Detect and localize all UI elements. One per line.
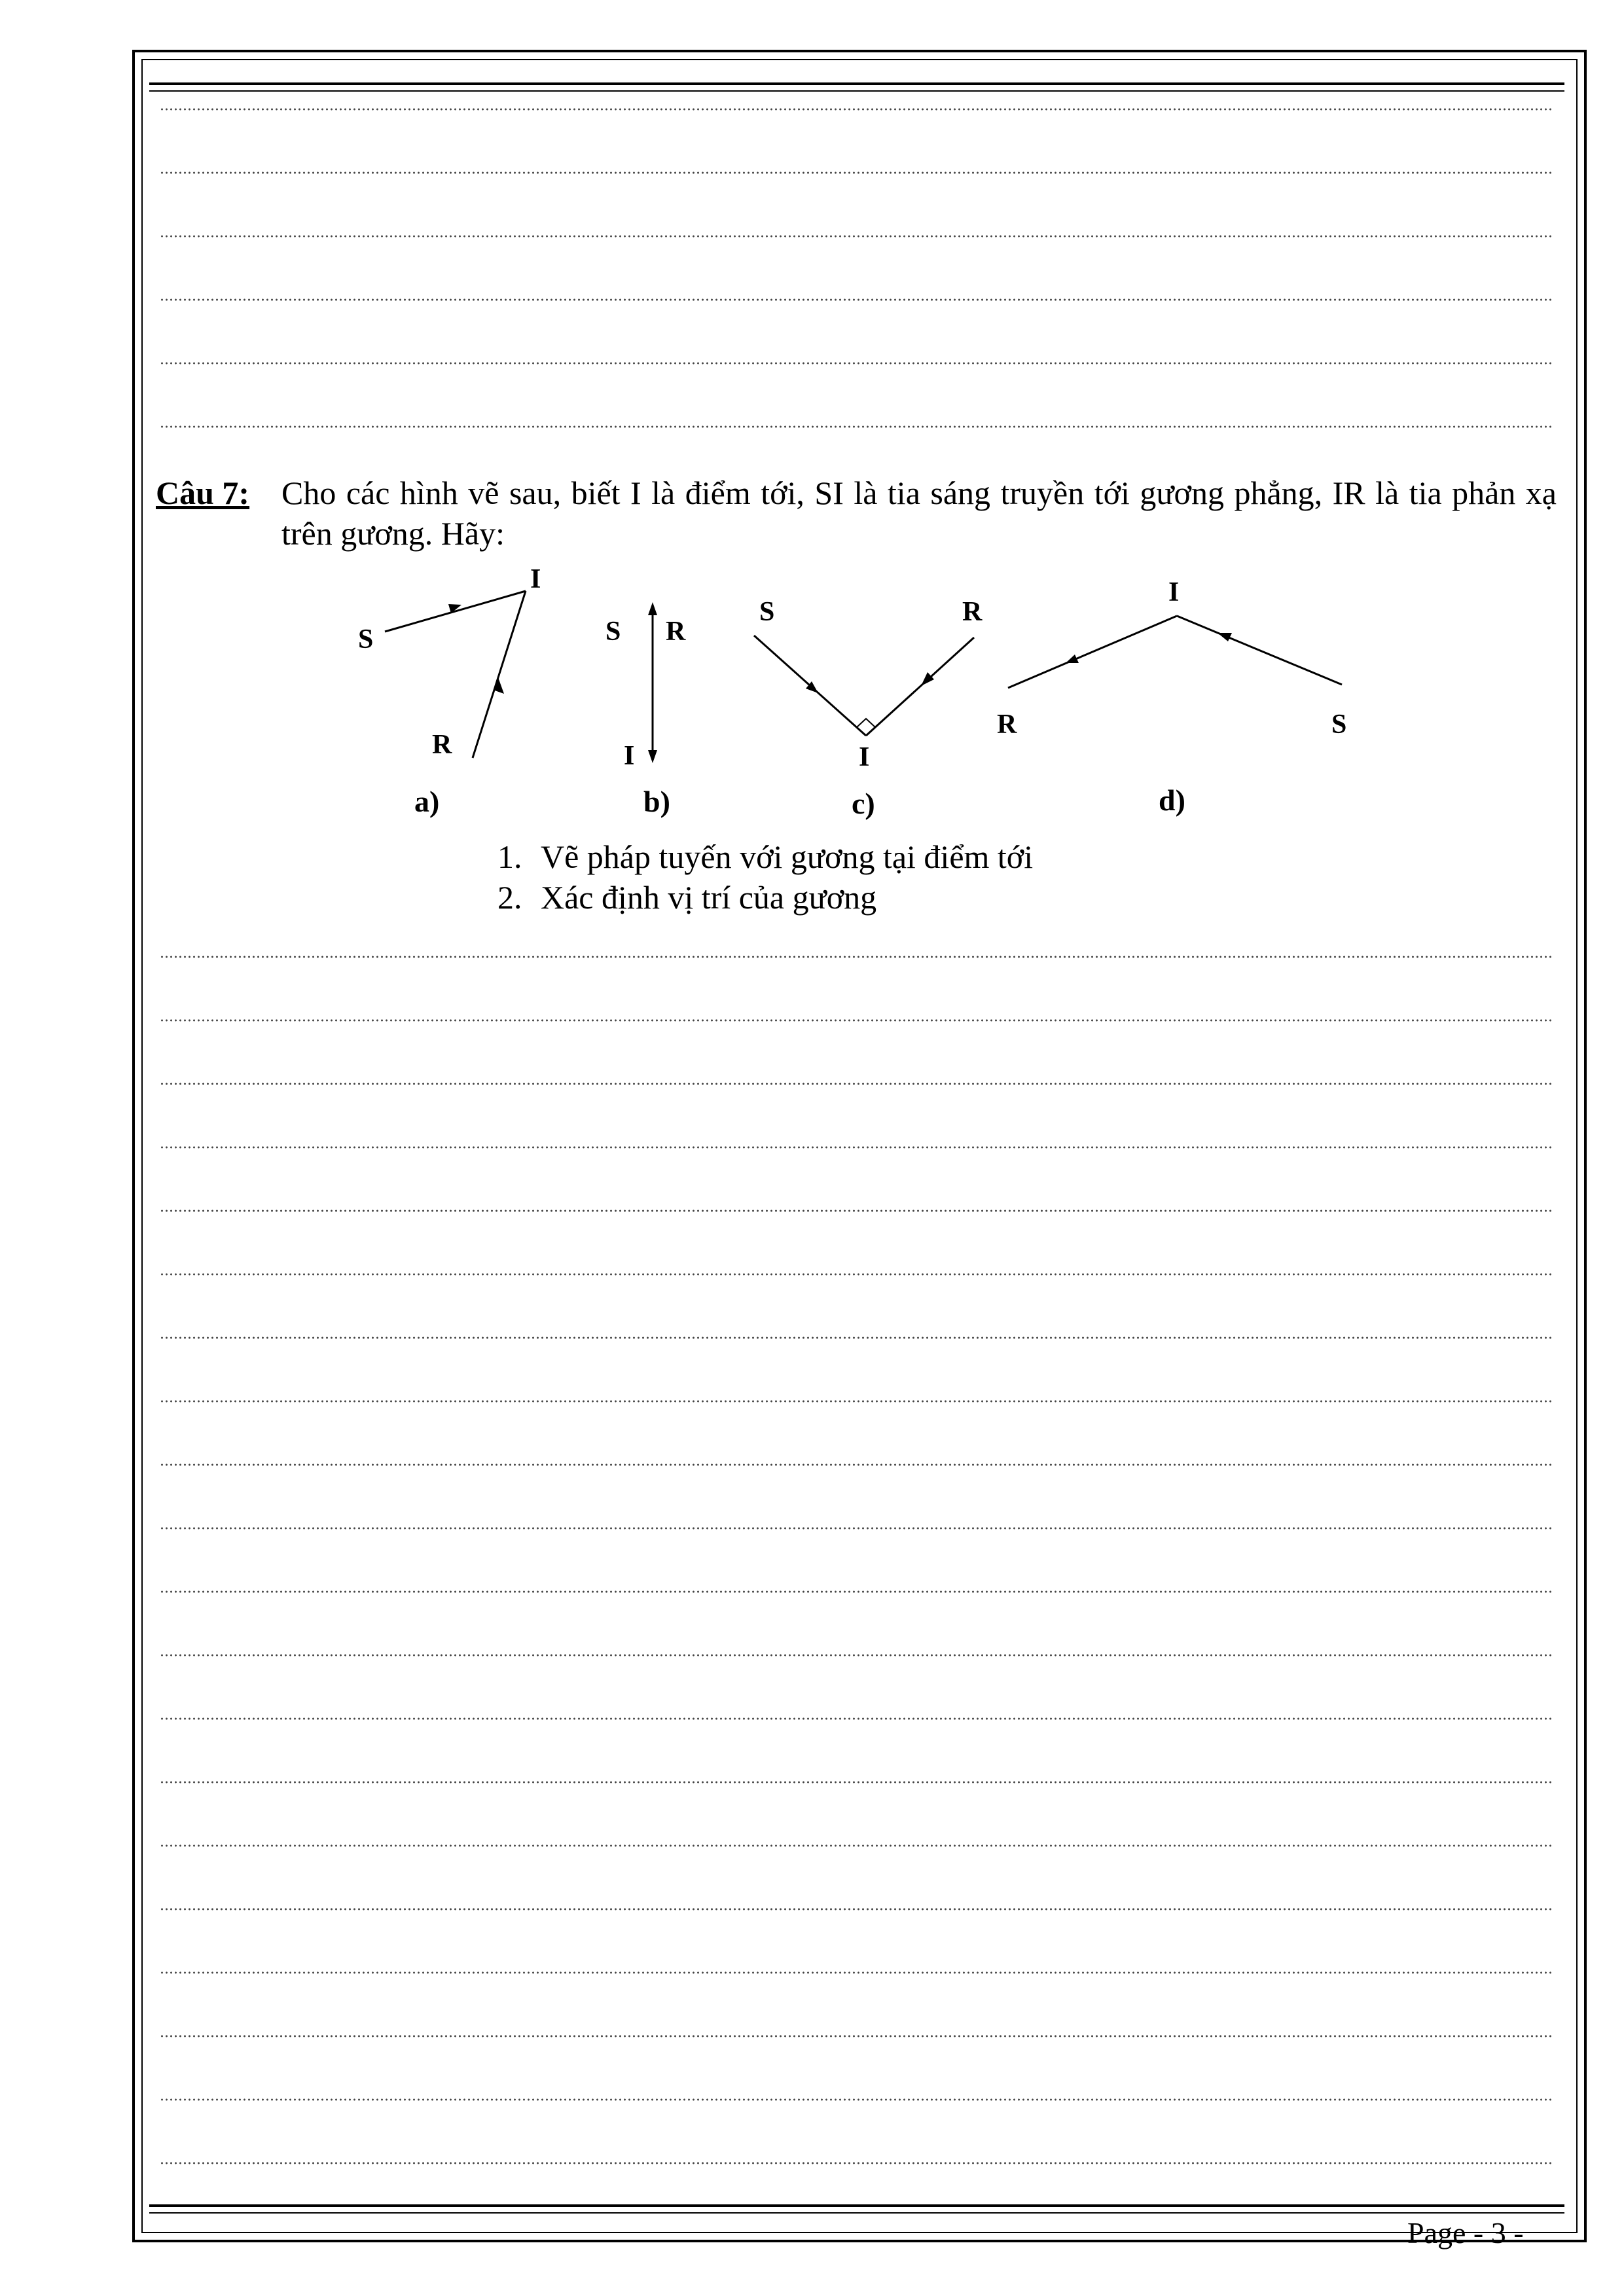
answer-line: [160, 1717, 1554, 1720]
label-i-c: I: [859, 742, 870, 772]
label-r-b: R: [666, 617, 686, 647]
ray-ir-c: [866, 637, 974, 736]
answer-line: [160, 425, 1554, 428]
ray-diagrams: [340, 562, 1388, 836]
caption-d: d): [1159, 783, 1185, 817]
answer-line: [160, 1210, 1554, 1212]
label-s-b: S: [605, 617, 621, 647]
task-item: [497, 836, 1033, 877]
right-angle-mark-c: [857, 719, 875, 727]
answer-line: [160, 1083, 1554, 1085]
answer-line: [160, 1400, 1554, 1403]
answer-line: [160, 1336, 1554, 1339]
label-r-d: R: [997, 709, 1017, 740]
arrow-up-b: [648, 602, 657, 615]
answer-line: [160, 1273, 1554, 1276]
label-i-b: I: [624, 741, 635, 771]
answer-line: [160, 2098, 1554, 2101]
answer-line: [160, 2162, 1554, 2164]
caption-c: c): [852, 787, 875, 820]
label-s-d: S: [1331, 709, 1347, 740]
ray-ir-a: [473, 591, 526, 758]
answer-line: [160, 1463, 1554, 1466]
answer-line: [160, 1971, 1554, 1974]
answer-line: [160, 1019, 1554, 1022]
ray-si-a: [385, 591, 526, 632]
label-s-a: S: [358, 624, 374, 655]
caption-b: b): [643, 785, 670, 818]
caption-a: a): [414, 785, 440, 818]
label-r-a: R: [432, 730, 452, 760]
ray-si-d: [1177, 616, 1342, 685]
answer-line: [160, 1590, 1554, 1593]
label-i-d: I: [1168, 577, 1180, 607]
top-double-rule: [149, 82, 1564, 92]
answer-line: [160, 108, 1554, 111]
answer-line: [160, 2035, 1554, 2037]
answer-line: [160, 362, 1554, 365]
label-i-a: I: [530, 564, 541, 594]
arrow-ir-c: [921, 672, 934, 686]
arrow-si-d: [1218, 633, 1232, 641]
answer-line: [160, 235, 1554, 238]
task-item: [497, 877, 1033, 918]
arrow-ir-a: [495, 677, 504, 694]
answer-line: [160, 956, 1554, 958]
answer-line: [160, 1527, 1554, 1530]
answer-line: [160, 1146, 1554, 1149]
arrow-ir-d: [1066, 655, 1079, 663]
task-number: 1.: [497, 838, 522, 875]
answer-line: [160, 1654, 1554, 1657]
answer-line: [160, 171, 1554, 174]
arrow-down-b: [648, 750, 657, 763]
answer-line: [160, 1844, 1554, 1847]
answer-line: [160, 298, 1554, 301]
answer-line: [160, 1781, 1554, 1784]
task-number: 2.: [497, 879, 522, 916]
question-label: Câu 7:: [156, 475, 250, 511]
bottom-double-rule: [149, 2204, 1564, 2214]
ray-ir-d: [1008, 616, 1177, 688]
task-list: [497, 836, 1033, 918]
task-text: Vẽ pháp tuyến với gương tại điểm tới: [541, 838, 1034, 875]
label-r-c: R: [962, 597, 983, 627]
page-number: Page - 3 -: [1407, 2216, 1524, 2250]
label-s-c: S: [759, 597, 775, 627]
answer-line: [160, 1908, 1554, 1910]
question-text: Cho các hình vẽ sau, biết I là điểm tới, SI là tia sáng truyền tới gương phẳng, IR là tia phản xạ trên gương. Hãy:: [281, 475, 1557, 552]
task-text: Xác định vị trí của gương: [541, 879, 877, 916]
